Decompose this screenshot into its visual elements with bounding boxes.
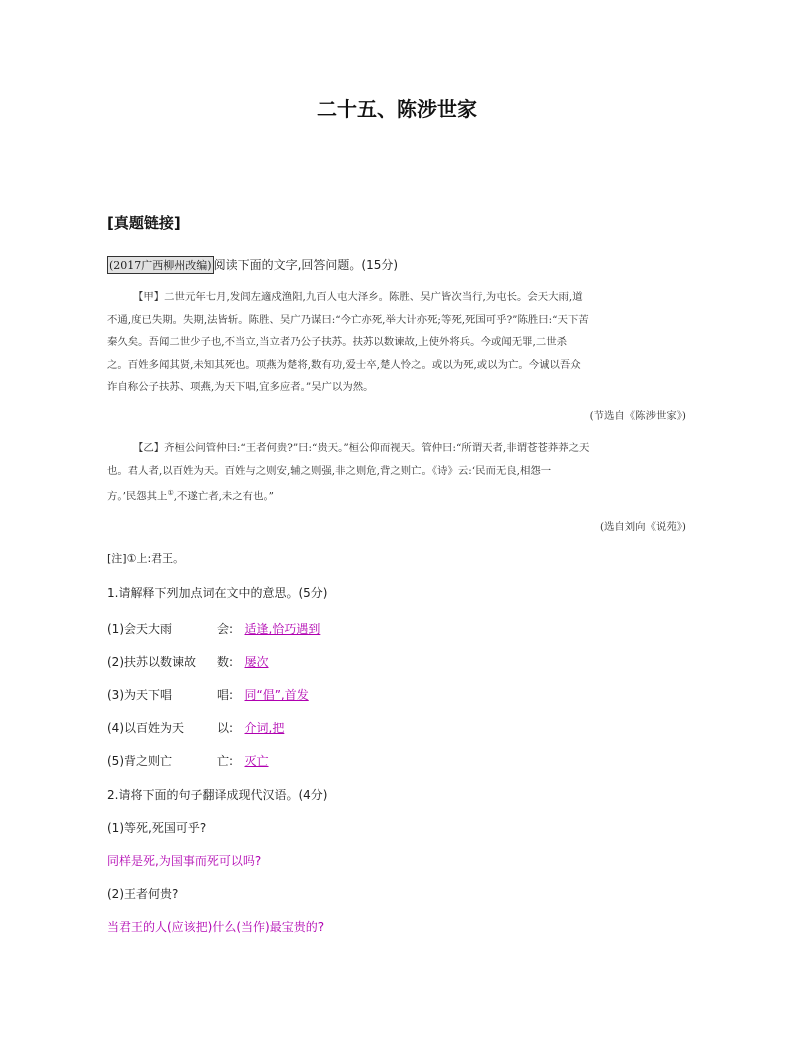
q2-sentence: (2)王者何贵? [107, 887, 179, 901]
question-intro [107, 256, 398, 274]
passage-line: 秦久矣。吾闻二世少子也,不当立,当立者乃公子扶苏。扶苏以数谏故,上使外将兵。今或闻无罪,二世杀 [107, 336, 568, 348]
phrase: (1)会天大雨 [107, 622, 172, 636]
q1-item [107, 686, 309, 703]
answer: 适逢,恰巧遇到 [244, 622, 321, 636]
question-1-prompt: 1.请解释下列加点词在文中的意思。(5分) [107, 586, 328, 600]
phrase: (4)以百姓为天 [107, 721, 184, 735]
q1-item [107, 653, 269, 670]
passage-text: 方。’民怨其上 [107, 490, 168, 503]
key-word: 唱: [217, 688, 234, 702]
q2-sentence: (1)等死,死国可乎? [107, 821, 207, 835]
page-title: 二十五、陈涉世家 [317, 97, 477, 121]
passage-line [107, 482, 687, 508]
answer: 灭亡 [244, 754, 269, 768]
answer: 屡次 [244, 655, 269, 669]
passage-line: 【甲】二世元年七月,发闾左適戍渔阳,九百人屯大泽乡。陈胜、吴广皆次当行,为屯长。会天大雨,道 [133, 291, 583, 303]
q1-item [107, 719, 284, 736]
credit-a: (节选自《陈涉世家》) [589, 410, 686, 422]
passage-line: 也。君人者,以百姓为天。百姓与之则安,辅之则强,非之则危,背之则亡。《诗》云:‘民而无良,相怨一 [107, 464, 552, 477]
section-heading: [真题链接] [107, 214, 181, 232]
key-word: 亡: [217, 754, 234, 768]
answer: 介词,把 [244, 721, 285, 735]
phrase: (5)背之则亡 [107, 754, 172, 768]
credit-b: (选自刘向《说苑》) [599, 521, 686, 533]
source-tag: (2017广西柳州改编) [107, 256, 214, 274]
passage-line: 【乙】齐桓公问管仲曰:“王者何贵?”曰:“贵天。”桓公仰而视天。管仲曰:“所谓天者,非谓苍苍莽莽之天 [133, 442, 590, 454]
q1-item [107, 752, 269, 769]
passage-a [107, 286, 687, 399]
answer: 同“倡”,首发 [244, 688, 309, 702]
key-word: 以: [217, 721, 234, 735]
phrase: (2)扶苏以数谏故 [107, 655, 196, 669]
key-word: 会: [217, 622, 234, 636]
key-word: 数: [217, 655, 234, 669]
passage-b [107, 437, 687, 508]
q2-answer: 当君王的人(应该把)什么(当作)最宝贵的? [107, 920, 325, 934]
q1-item [107, 620, 332, 637]
intro-text: 阅读下面的文字,回答问题。(15分) [213, 258, 399, 272]
q2-answer: 同样是死,为国事而死可以吗? [107, 854, 262, 868]
passage-text: ,不遂亡者,未之有也。” [173, 490, 274, 503]
phrase: (3)为天下唱 [107, 688, 172, 702]
passage-line: 不通,度已失期。失期,法皆斩。陈胜、吴广乃谋曰:“今亡亦死,举大计亦死;等死,死国可乎?”陈胜曰:“天下苦 [107, 313, 589, 326]
footnote-marker: ① [167, 489, 174, 497]
passage-line: 诈自称公子扶苏、项燕,为天下唱,宜多应者。”吴广以为然。 [107, 381, 374, 393]
passage-line: 之。百姓多闻其贤,未知其死也。项燕为楚将,数有功,爱士卒,楚人怜之。或以为死,或以为亡。今诚以吾众 [107, 358, 581, 371]
footnote: [注]①上:君王。 [107, 552, 185, 565]
question-2-prompt: 2.请将下面的句子翻译成现代汉语。(4分) [107, 788, 328, 802]
